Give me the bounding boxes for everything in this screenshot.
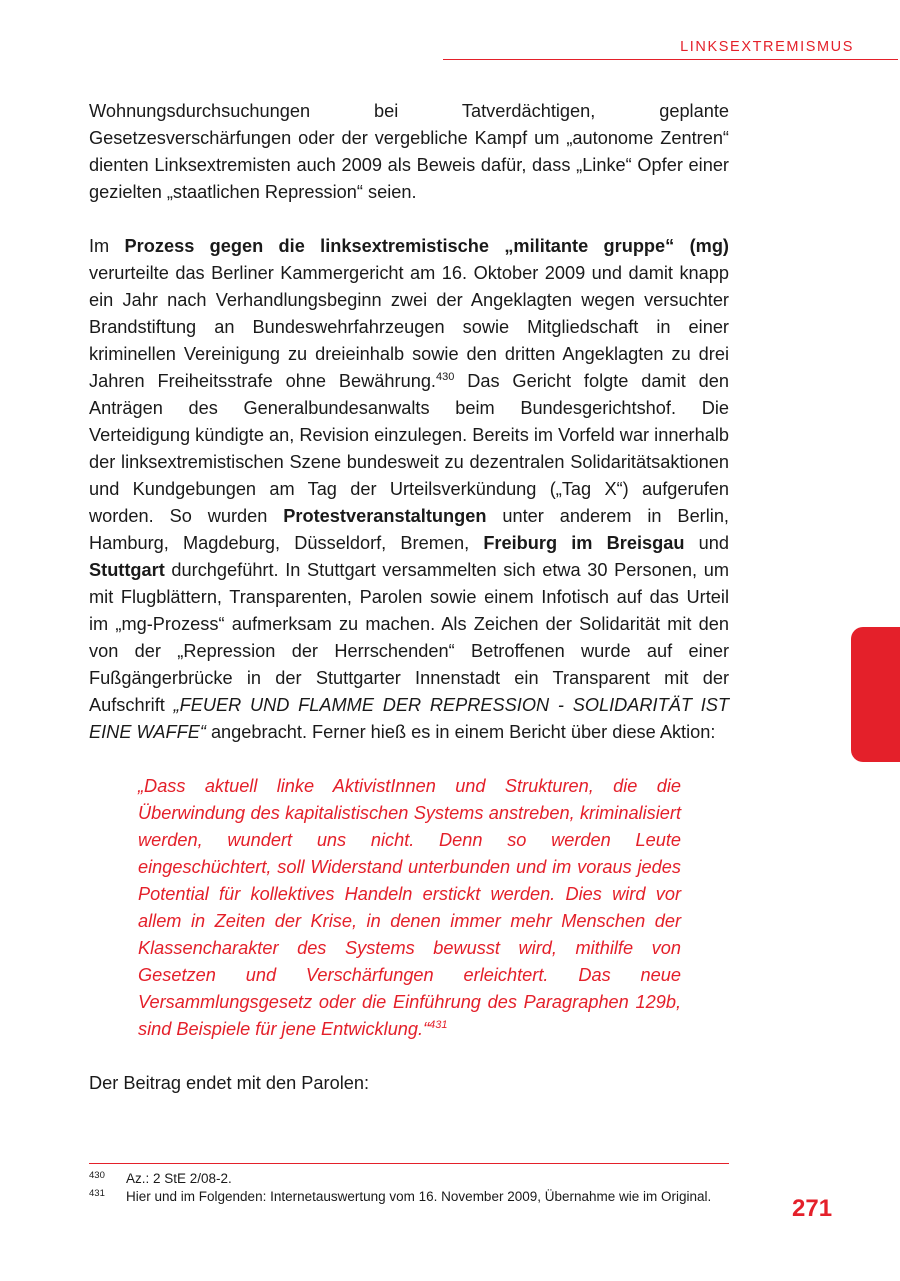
block-quote — [138, 773, 681, 1043]
bold-run: Stuttgart — [89, 560, 165, 580]
text-run: Das Gericht folgte damit den Anträgen des Generalbundesanwalts beim Bundesgerichtshof. Die Verteidigung kündigte an, Revision einzulegen. Bereits im Vorfeld war innerhalb der linksextremistischen Szene bundesweit zu dezentralen Solidaritätsaktionen und Kundgebungen am Tag der Urteilsverkündung („Tag X“) aufgerufen worden. So wurden — [89, 371, 729, 526]
bold-run: Freiburg im Breisgau — [483, 533, 685, 553]
footnote-rule — [89, 1163, 729, 1164]
footnote-number: 430 — [89, 1170, 105, 1181]
footnote-number: 431 — [89, 1188, 105, 1199]
chapter-tab-marker — [851, 627, 900, 762]
paragraph-intro: Wohnungsdurchsuchungen bei Tatverdächtigen, geplante Gesetzesverschärfungen oder der vergebliche Kampf um „autonome Zentren“ dienten Linksextremisten auch 2009 als Beweis dafür, dass „Linke“ Opfer einer gezielten „staatlichen Repression“ seien. — [89, 101, 729, 202]
bold-run: Protestveranstaltungen — [283, 506, 487, 526]
paragraph-trial — [89, 233, 729, 746]
footnote-text: Az.: 2 StE 2/08-2. — [126, 1171, 232, 1186]
footnote-text: Hier und im Folgenden: Internetauswertung vom 16. November 2009, Übernahme wie im Original. — [126, 1189, 712, 1204]
text-run: angebracht. Ferner hieß es in einem Bericht über diese Aktion: — [205, 722, 716, 742]
section-header: LINKSEXTREMISMUS — [680, 39, 854, 55]
paragraph-closing: Der Beitrag endet mit den Parolen: — [89, 1073, 370, 1093]
text-run: unter anderem in Berlin, Hamburg, Magdeburg, Düsseldorf, Bremen, — [89, 506, 729, 553]
footnote-item — [89, 1170, 729, 1187]
text-run: durchgeführt. In Stuttgart versammelten sich etwa 30 Personen, um mit Flugblättern, Transparenten, Parolen sowie einem Infotisch auf das Urteil im „mg-Prozess“ aufmerksam zu machen. Als Zeichen der Solidarität mit den von der „Repression der Herrschenden“ Betroffenen wurde auf einer Fußgängerbrücke in der Stuttgarter Innenstadt ein Transparent mit der Aufschrift — [89, 560, 729, 715]
text-run: Im — [89, 236, 125, 256]
footnotes — [89, 1170, 729, 1206]
footnote-ref-430[interactable]: 430 — [435, 370, 455, 383]
header-rule — [443, 59, 898, 60]
body-text — [89, 98, 729, 1097]
text-run: und — [684, 533, 729, 553]
page-number: 271 — [792, 1195, 833, 1222]
text-run: verurteilte das Berliner Kammergericht am 16. Oktober 2009 und damit knapp ein Jahr nach Verhandlungsbeginn zwei der Angeklagten wegen versuchter Brandstiftung an Bundeswehrfahrzeugen sowie Mitgliedschaft in einer kriminellen Vereinigung zu dreieinhalb sowie den dritten Angeklagten zu drei Jahren Freiheitsstrafe ohne Bewährung. — [89, 263, 729, 391]
bold-run: Prozess gegen die linksextremistische „militante gruppe“ (mg) — [124, 236, 729, 256]
italic-run: „FEUER UND FLAMME DER REPRESSION - SOLIDARITÄT IST EINE WAFFE“ — [89, 695, 729, 742]
footnote-ref-431[interactable]: 431 — [429, 1018, 448, 1031]
quote-text: „Dass aktuell linke AktivistInnen und Strukturen, die die Überwindung des kapitalistischen Systems anstreben, kriminalisiert werden, wundert uns nicht. Denn so werden Leute eingeschüchtert, soll Widerstand unterbunden und im voraus jedes Potential für kollektives Handeln erstickt werden. Dies wird vor allem in Zeiten der Krise, in denen immer mehr Menschen der Klassencharakter des Systems bewusst wird, mithilfe von Gesetzen und Verschärfungen erleichtert. Das neue Versammlungsgesetz oder die Einführung des Paragraphen 129b, sind Beispiele für jene Entwicklung.“ — [138, 776, 681, 1039]
footnote-item — [89, 1188, 729, 1205]
